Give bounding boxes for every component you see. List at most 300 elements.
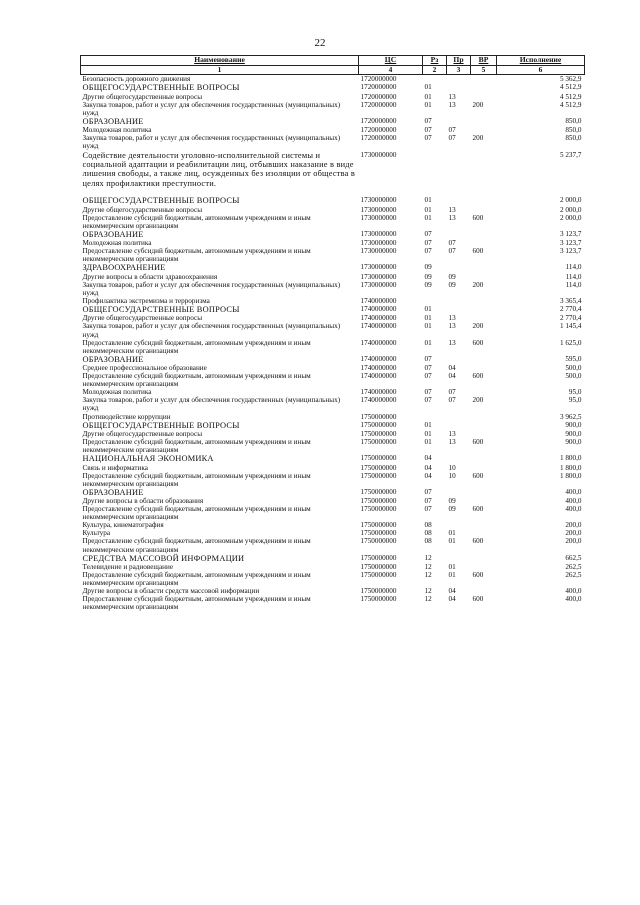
row-execution: 500,0 — [565, 364, 582, 373]
row-vr-code: 600 — [472, 505, 484, 514]
row-vr-code — [471, 355, 497, 364]
row-vr-code — [471, 263, 497, 272]
row-name: Связь и информатика — [82, 463, 148, 472]
row-vr-code — [471, 563, 497, 571]
row-vr-code — [471, 364, 497, 372]
row-cs-code: 1730000000 — [360, 150, 397, 159]
row-vr-code — [471, 126, 497, 134]
table-row — [81, 563, 585, 571]
table-row — [81, 126, 585, 134]
row-pr-code: 13 — [448, 429, 456, 438]
row-rz-code: 01 — [424, 305, 432, 313]
header-cs: ЦС — [359, 56, 423, 66]
header-number: 3 — [447, 66, 471, 75]
row-rz-code: 09 — [424, 272, 432, 281]
row-rz-code: 01 — [424, 438, 432, 447]
row-execution: 595,0 — [565, 354, 582, 363]
row-vr-code — [471, 314, 497, 322]
table-row — [81, 273, 585, 281]
row-cs-code: 1740000000 — [360, 314, 397, 323]
row-name: Молодежная политика — [82, 239, 152, 248]
row-execution: 114,0 — [565, 280, 582, 289]
table-row — [81, 247, 585, 263]
row-name: ЗДРАВООХРАНЕНИЕ — [82, 263, 166, 273]
row-name: Молодежная политика — [82, 388, 152, 397]
row-pr-code — [447, 521, 471, 529]
row-pr-code — [447, 421, 471, 430]
row-name: Другие общегосударственные вопросы — [82, 92, 203, 101]
row-cs-code: 1750000000 — [360, 505, 397, 514]
row-vr-code — [471, 83, 497, 92]
row-cs-code: 1730000000 — [360, 280, 397, 289]
row-cs-code: 1740000000 — [360, 296, 397, 305]
row-name: Профилактика экстремизма и терроризма — [82, 296, 210, 305]
row-name: Предоставление субсидий бюджетным, автономным учреждениям и иным некоммерческим организациям — [82, 438, 311, 455]
row-pr-code — [447, 454, 471, 463]
row-cs-code: 1730000000 — [360, 213, 397, 222]
row-cs-code: 1750000000 — [360, 412, 397, 421]
row-cs-code: 1740000000 — [360, 354, 397, 363]
table-row — [81, 364, 585, 372]
row-name: Содействие деятельности уголовно-исполнительной системы и социальной адаптации и реабилитации лиц, отбывших наказание в виде лишения свободы, а также лиц, осужденных без изоляции от общества в целях профилактики преступности. — [82, 150, 356, 188]
row-pr-code: 09 — [448, 497, 456, 506]
table-row — [81, 413, 585, 421]
row-name: СРЕДСТВА МАССОВОЙ ИНФОРМАЦИИ — [82, 553, 245, 563]
row-cs-code: 1740000000 — [360, 396, 397, 405]
row-rz-code: 12 — [424, 563, 432, 571]
row-cs-code: 1750000000 — [360, 587, 397, 596]
row-cs-code: 1740000000 — [360, 388, 397, 397]
row-cs-code: 1750000000 — [360, 497, 397, 506]
row-pr-code: 07 — [448, 126, 456, 135]
row-cs-code: 1750000000 — [360, 595, 397, 604]
row-vr-code — [471, 196, 497, 205]
row-execution: 1 800,0 — [559, 454, 582, 463]
row-cs-code: 1730000000 — [360, 239, 397, 248]
row-cs-code: 1740000000 — [360, 305, 397, 313]
row-vr-code — [471, 421, 497, 430]
row-vr-code: 200 — [472, 280, 484, 289]
row-vr-code — [471, 497, 497, 505]
row-pr-code — [447, 75, 471, 84]
table-row — [81, 101, 585, 117]
row-execution: 400,0 — [565, 587, 582, 596]
header-number-row — [81, 66, 585, 75]
row-rz-code: 01 — [424, 83, 432, 92]
row-name: Закупка товаров, работ и услуг для обеспечения государственных (муниципальных) нужд — [82, 280, 341, 297]
table-row — [81, 571, 585, 587]
row-pr-code — [447, 263, 471, 272]
table-row — [81, 430, 585, 438]
row-cs-code: 1750000000 — [360, 429, 397, 438]
row-cs-code: 1750000000 — [360, 553, 397, 562]
table-row — [81, 339, 585, 355]
row-name: Другие вопросы в области средств массовой информации — [82, 587, 260, 596]
row-execution: 200,0 — [565, 521, 582, 530]
row-pr-code — [447, 117, 471, 126]
row-pr-code: 07 — [448, 388, 456, 397]
row-name: Другие общегосударственные вопросы — [82, 205, 203, 214]
row-pr-code — [447, 297, 471, 305]
row-rz-code: 01 — [424, 429, 432, 438]
table-body — [81, 75, 585, 612]
row-pr-code: 09 — [448, 505, 456, 514]
row-cs-code: 1730000000 — [360, 205, 397, 214]
row-rz-code: 12 — [424, 553, 432, 562]
table-row — [81, 314, 585, 322]
header-rz: Рз — [423, 56, 447, 66]
row-vr-code — [471, 230, 497, 239]
table-row — [81, 83, 585, 92]
row-rz-code: 07 — [424, 396, 432, 405]
row-name: Предоставление субсидий бюджетным, автономным учреждениям и иным некоммерческим организациям — [82, 338, 311, 355]
row-rz-code: 07 — [424, 505, 432, 514]
table-row — [81, 372, 585, 388]
header-number: 2 — [423, 66, 447, 75]
row-pr-code: 01 — [448, 537, 456, 546]
row-pr-code: 10 — [448, 471, 456, 480]
row-name: Предоставление субсидий бюджетным, автономным учреждениям и иным некоммерческим организациям — [82, 213, 311, 230]
row-execution: 200,0 — [565, 529, 582, 538]
row-cs-code: 1720000000 — [360, 100, 397, 109]
row-execution: 850,0 — [565, 134, 582, 143]
row-name: ОБРАЗОВАНИЕ — [82, 116, 144, 126]
row-rz-code: 12 — [424, 595, 432, 604]
row-vr-code — [471, 454, 497, 463]
table-row — [81, 529, 585, 537]
row-name: ОБРАЗОВАНИЕ — [82, 354, 144, 364]
row-execution: 95,0 — [568, 396, 582, 405]
row-name: Другие вопросы в области образования — [82, 497, 204, 506]
row-rz-code: 01 — [424, 322, 432, 331]
row-rz-code: 04 — [424, 471, 432, 480]
row-name: Предоставление субсидий бюджетным, автономным учреждениям и иным некоммерческим организациям — [82, 471, 311, 488]
row-rz-code: 07 — [424, 388, 432, 397]
row-execution: 1 625,0 — [559, 338, 582, 347]
row-pr-code: 01 — [448, 529, 456, 538]
table-row — [81, 554, 585, 563]
row-execution: 1 800,0 — [559, 463, 582, 472]
row-vr-code — [471, 413, 497, 421]
row-cs-code: 1720000000 — [360, 75, 397, 84]
row-execution: 1 800,0 — [559, 471, 582, 480]
row-name: ОБРАЗОВАНИЕ — [82, 487, 144, 497]
row-pr-code: 04 — [448, 587, 456, 596]
row-pr-code: 07 — [448, 396, 456, 405]
header-name: Наименование — [81, 56, 359, 66]
row-pr-code — [447, 488, 471, 497]
row-name: Закупка товаров, работ и услуг для обеспечения государственных (муниципальных) нужд — [82, 134, 341, 151]
table-row — [81, 595, 585, 611]
table-row — [81, 305, 585, 314]
table-row — [81, 214, 585, 230]
spacer-cell — [81, 188, 585, 196]
row-execution: 3 123,7 — [559, 247, 582, 256]
row-cs-code: 1730000000 — [360, 196, 397, 205]
row-rz-code: 08 — [424, 521, 432, 530]
row-cs-code: 1740000000 — [360, 372, 397, 381]
row-rz-code — [423, 413, 447, 421]
row-rz-code — [423, 151, 447, 189]
row-rz-code: 01 — [424, 338, 432, 347]
row-spacer — [81, 188, 585, 196]
row-execution: 1 145,4 — [559, 322, 582, 331]
header-number: 5 — [471, 66, 497, 75]
row-cs-code: 1750000000 — [360, 521, 397, 530]
row-cs-code: 1750000000 — [360, 529, 397, 538]
table-row — [81, 505, 585, 521]
row-rz-code: 01 — [424, 100, 432, 109]
row-vr-code: 600 — [472, 338, 484, 347]
row-rz-code: 01 — [424, 205, 432, 214]
row-execution: 400,0 — [565, 505, 582, 514]
row-vr-code — [471, 206, 497, 214]
row-pr-code: 13 — [448, 438, 456, 447]
row-vr-code — [471, 388, 497, 396]
row-cs-code: 1740000000 — [360, 338, 397, 347]
row-pr-code: 09 — [448, 272, 456, 281]
row-name: ОБЩЕГОСУДАРСТВЕННЫЕ ВОПРОСЫ — [82, 83, 240, 93]
row-execution: 262,5 — [565, 571, 582, 580]
row-name: НАЦИОНАЛЬНАЯ ЭКОНОМИКА — [82, 454, 214, 464]
table-row — [81, 297, 585, 305]
row-execution: 114,0 — [565, 263, 582, 272]
row-execution: 2 000,0 — [559, 213, 582, 222]
row-execution: 4 512,9 — [559, 92, 582, 101]
row-cs-code: 1750000000 — [360, 563, 397, 571]
row-execution: 900,0 — [565, 420, 582, 429]
row-execution: 850,0 — [565, 116, 582, 125]
row-pr-code — [447, 355, 471, 364]
row-cs-code: 1750000000 — [360, 438, 397, 447]
row-vr-code — [471, 117, 497, 126]
row-rz-code: 01 — [424, 213, 432, 222]
row-rz-code: 01 — [424, 314, 432, 323]
row-name: Другие общегосударственные вопросы — [82, 314, 203, 323]
row-rz-code: 07 — [424, 354, 432, 363]
row-vr-code — [471, 529, 497, 537]
row-cs-code: 1740000000 — [360, 364, 397, 373]
row-vr-code: 200 — [472, 100, 484, 109]
row-cs-code: 1730000000 — [360, 247, 397, 256]
row-pr-code: 01 — [448, 571, 456, 580]
row-name: Среднее профессиональное образование — [82, 364, 207, 373]
table-row — [81, 464, 585, 472]
row-pr-code — [447, 305, 471, 314]
row-pr-code: 07 — [448, 134, 456, 143]
row-vr-code — [471, 75, 497, 84]
row-execution: 3 962,5 — [559, 412, 582, 421]
row-pr-code: 04 — [448, 595, 456, 604]
row-vr-code: 600 — [472, 372, 484, 381]
row-rz-code: 08 — [424, 529, 432, 538]
row-execution: 2 770,4 — [559, 314, 582, 323]
row-name: Предоставление субсидий бюджетным, автономным учреждениям и иным некоммерческим организациям — [82, 537, 311, 554]
row-name: Молодежная политика — [82, 126, 152, 135]
table-row — [81, 117, 585, 126]
row-name: Предоставление субсидий бюджетным, автономным учреждениям и иным некоммерческим организациям — [82, 505, 311, 522]
table-row — [81, 206, 585, 214]
row-vr-code: 200 — [472, 396, 484, 405]
row-pr-code: 13 — [448, 338, 456, 347]
row-execution: 4 512,9 — [559, 83, 582, 92]
row-rz-code: 07 — [424, 239, 432, 248]
page-number: 22 — [314, 37, 326, 49]
row-name: Закупка товаров, работ и услуг для обеспечения государственных (муниципальных) нужд — [82, 396, 341, 413]
header-number: 4 — [359, 66, 423, 75]
table-row — [81, 438, 585, 454]
row-pr-code: 13 — [448, 92, 456, 101]
row-name: Другие общегосударственные вопросы — [82, 429, 203, 438]
row-rz-code: 07 — [424, 372, 432, 381]
budget-table — [80, 55, 585, 611]
row-pr-code: 10 — [448, 463, 456, 472]
row-rz-code: 04 — [424, 454, 432, 463]
row-rz-code: 07 — [424, 364, 432, 373]
row-rz-code: 09 — [424, 280, 432, 289]
row-pr-code: 04 — [448, 372, 456, 381]
header-pr: Пр — [447, 56, 471, 66]
row-cs-code: 1740000000 — [360, 322, 397, 331]
row-execution: 200,0 — [565, 537, 582, 546]
row-vr-code — [471, 430, 497, 438]
row-vr-code — [471, 151, 497, 189]
row-cs-code: 1750000000 — [360, 487, 397, 496]
row-pr-code — [447, 230, 471, 239]
row-name: Предоставление субсидий бюджетным, автономным учреждениям и иным некоммерческим организациям — [82, 595, 311, 612]
row-name: ОБРАЗОВАНИЕ — [82, 229, 144, 239]
row-vr-code — [471, 488, 497, 497]
row-vr-code: 600 — [472, 571, 484, 580]
row-rz-code: 09 — [424, 263, 432, 272]
row-vr-code — [471, 554, 497, 563]
row-rz-code: 07 — [424, 497, 432, 506]
row-vr-code — [471, 93, 497, 101]
table-row — [81, 587, 585, 595]
row-execution: 850,0 — [565, 126, 582, 135]
row-rz-code: 08 — [424, 537, 432, 546]
row-execution: 662,5 — [565, 553, 582, 562]
header-number: 6 — [497, 66, 585, 75]
row-vr-code: 600 — [472, 213, 484, 222]
row-name: Культура, кинематография — [82, 521, 164, 530]
row-cs-code: 1750000000 — [360, 471, 397, 480]
row-vr-code — [471, 587, 497, 595]
row-execution: 5 362,9 — [559, 75, 582, 84]
table-row — [81, 472, 585, 488]
table-row — [81, 281, 585, 297]
row-rz-code: 04 — [424, 463, 432, 472]
header-vr: ВР — [471, 56, 497, 66]
row-cs-code: 1730000000 — [360, 229, 397, 238]
table-row — [81, 263, 585, 272]
row-cs-code: 1730000000 — [360, 272, 397, 281]
table-row — [81, 196, 585, 205]
header-row — [81, 56, 585, 66]
row-rz-code — [423, 75, 447, 84]
table-row — [81, 521, 585, 529]
row-name: Другие вопросы в области здравоохранения — [82, 272, 218, 281]
table-row — [81, 322, 585, 338]
table-row — [81, 421, 585, 430]
row-vr-code: 200 — [472, 322, 484, 331]
row-vr-code — [471, 464, 497, 472]
row-vr-code — [471, 273, 497, 281]
table-row — [81, 134, 585, 150]
row-execution: 3 123,7 — [559, 229, 582, 238]
row-cs-code: 1750000000 — [360, 463, 397, 472]
row-pr-code: 13 — [448, 314, 456, 323]
row-rz-code: 12 — [424, 571, 432, 580]
row-cs-code: 1720000000 — [360, 92, 397, 101]
row-rz-code: 01 — [424, 196, 432, 205]
row-rz-code: 12 — [424, 587, 432, 596]
table-row — [81, 151, 585, 189]
header-execution: Исполнение — [497, 56, 585, 66]
row-pr-code: 09 — [448, 280, 456, 289]
row-execution: 400,0 — [565, 487, 582, 496]
row-pr-code: 13 — [448, 100, 456, 109]
row-name: Телевидение и радиовещание — [82, 563, 174, 571]
row-rz-code: 07 — [424, 247, 432, 256]
row-pr-code: 07 — [448, 239, 456, 248]
row-vr-code — [471, 239, 497, 247]
row-rz-code: 07 — [424, 229, 432, 238]
row-name: Безопасность дорожного движения — [82, 75, 191, 84]
row-vr-code: 600 — [472, 537, 484, 546]
table-row — [81, 497, 585, 505]
table-row — [81, 230, 585, 239]
row-vr-code: 600 — [472, 595, 484, 604]
table-row — [81, 239, 585, 247]
row-cs-code: 1750000000 — [360, 420, 397, 429]
row-name: ОБЩЕГОСУДАРСТВЕННЫЕ ВОПРОСЫ — [82, 196, 240, 206]
row-name: Предоставление субсидий бюджетным, автономным учреждениям и иным некоммерческим организациям — [82, 247, 311, 264]
table-row — [81, 454, 585, 463]
row-pr-code — [447, 83, 471, 92]
row-vr-code — [471, 521, 497, 529]
row-cs-code: 1730000000 — [360, 263, 397, 272]
row-execution: 500,0 — [565, 372, 582, 381]
row-pr-code — [447, 554, 471, 563]
row-name: Предоставление субсидий бюджетным, автономным учреждениям и иным некоммерческим организациям — [82, 372, 311, 389]
row-rz-code: 01 — [424, 420, 432, 429]
row-execution: 400,0 — [565, 595, 582, 604]
row-execution: 2 000,0 — [559, 196, 582, 205]
row-name: ОБЩЕГОСУДАРСТВЕННЫЕ ВОПРОСЫ — [82, 420, 240, 430]
row-vr-code — [471, 297, 497, 305]
row-vr-code: 600 — [472, 247, 484, 256]
row-execution: 4 512,9 — [559, 100, 582, 109]
row-execution: 900,0 — [565, 438, 582, 447]
row-cs-code: 1750000000 — [360, 454, 397, 463]
row-pr-code: 13 — [448, 213, 456, 222]
row-name: Предоставление субсидий бюджетным, автономным учреждениям и иным некоммерческим организациям — [82, 571, 311, 588]
row-pr-code: 07 — [448, 247, 456, 256]
row-rz-code: 07 — [424, 487, 432, 496]
row-execution: 3 123,7 — [559, 239, 582, 248]
header-number: 1 — [81, 66, 359, 75]
row-rz-code — [423, 297, 447, 305]
row-pr-code — [447, 196, 471, 205]
table-row — [81, 396, 585, 412]
row-pr-code — [447, 413, 471, 421]
table-row — [81, 93, 585, 101]
table-header — [81, 56, 585, 75]
row-pr-code: 13 — [448, 322, 456, 331]
row-name: Культура — [82, 529, 111, 538]
row-execution: 95,0 — [568, 388, 582, 397]
